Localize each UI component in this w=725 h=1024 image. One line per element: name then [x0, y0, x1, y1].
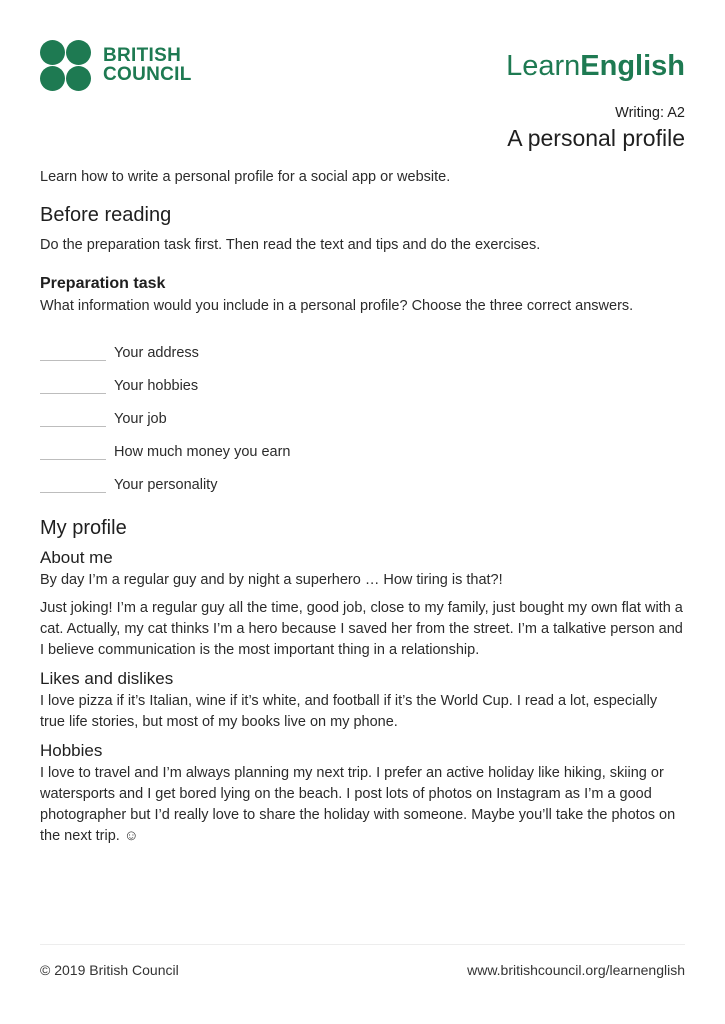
before-reading-text: Do the preparation task first. Then read the text and tips and do the exercises.: [40, 237, 541, 254]
logo-dot: [66, 66, 91, 91]
british-council-dots-icon: [40, 40, 91, 91]
hobbies-heading: Hobbies: [40, 741, 103, 761]
wordmark-line2: COUNCIL: [103, 63, 192, 85]
before-reading-heading: Before reading: [40, 204, 172, 227]
preparation-options: [40, 343, 685, 495]
about-me-paragraph: Just joking! I’m a regular guy all the time, good job, close to my family, just bought my own flat with a cat. Actually, my cat thinks I’m a hero because I saved her from the street. I’m a talkative person and I believe communication is the most important thing in a relationship.: [40, 599, 683, 658]
option-label: Your address: [114, 344, 199, 361]
title-block: [40, 105, 685, 151]
likes-dislikes-heading: Likes and dislikes: [40, 668, 174, 688]
british-council-wordmark: [103, 44, 192, 85]
page-title: A personal profile: [507, 125, 685, 151]
learnenglish-english: English: [580, 50, 685, 82]
section-before-reading: [40, 204, 685, 256]
about-me-paragraph: By day I’m a regular guy and by night a superhero … How tiring is that?!: [40, 571, 503, 588]
answer-blank: [40, 479, 106, 493]
option-label: Your personality: [114, 476, 218, 493]
answer-blank: [40, 380, 106, 394]
about-me-heading: About me: [40, 547, 113, 567]
footer: [40, 944, 685, 978]
learnenglish-logo: [506, 52, 685, 81]
option-label: Your hobbies: [114, 377, 199, 394]
section-preparation-task: [40, 274, 685, 494]
logo-dot: [40, 40, 65, 65]
header: [40, 40, 685, 91]
option-row: [40, 343, 685, 363]
option-row: [40, 475, 685, 495]
answer-blank: [40, 413, 106, 427]
preparation-task-heading: Preparation task: [40, 275, 166, 293]
hobbies-paragraph: I love to travel and I’m always planning my next trip. I prefer an active holiday like hiking, skiing or watersports and I get bored lying on the beach. I post lots of photos on Instagram as I’m a good photographer but I’d really love to share the holiday with someone. Maybe you’ll take the photos on the next trip. ☺: [40, 765, 676, 845]
learnenglish-learn: Learn: [506, 50, 581, 82]
my-profile-heading: My profile: [40, 516, 127, 539]
option-row: [40, 376, 685, 396]
section-my-profile: [40, 517, 685, 848]
profile-section-likes-dislikes: [40, 668, 685, 733]
option-label: How much money you earn: [114, 443, 291, 460]
intro-text: Learn how to write a personal profile for a social app or website.: [40, 169, 451, 186]
profile-section-hobbies: [40, 740, 685, 847]
footer-url[interactable]: www.britishcouncil.org/learnenglish: [467, 962, 685, 978]
preparation-task-question: What information would you include in a personal profile? Choose the three correct answers.: [40, 297, 634, 314]
profile-section-about-me: [40, 547, 685, 661]
answer-blank: [40, 446, 106, 460]
option-row: [40, 409, 685, 429]
logo-dot: [66, 40, 91, 65]
answer-blank: [40, 347, 106, 361]
british-council-logo: [40, 40, 192, 91]
doc-level: Writing: A2: [615, 105, 685, 121]
wordmark-line1: BRITISH: [103, 44, 182, 66]
footer-copyright: © 2019 British Council: [40, 962, 179, 978]
option-label: Your job: [114, 410, 167, 427]
likes-dislikes-paragraph: I love pizza if it’s Italian, wine if it’s white, and football if it’s the World Cup. I read a lot, especially true life stories, but most of my books live on my phone.: [40, 693, 658, 731]
logo-dot: [40, 66, 65, 91]
option-row: [40, 442, 685, 462]
